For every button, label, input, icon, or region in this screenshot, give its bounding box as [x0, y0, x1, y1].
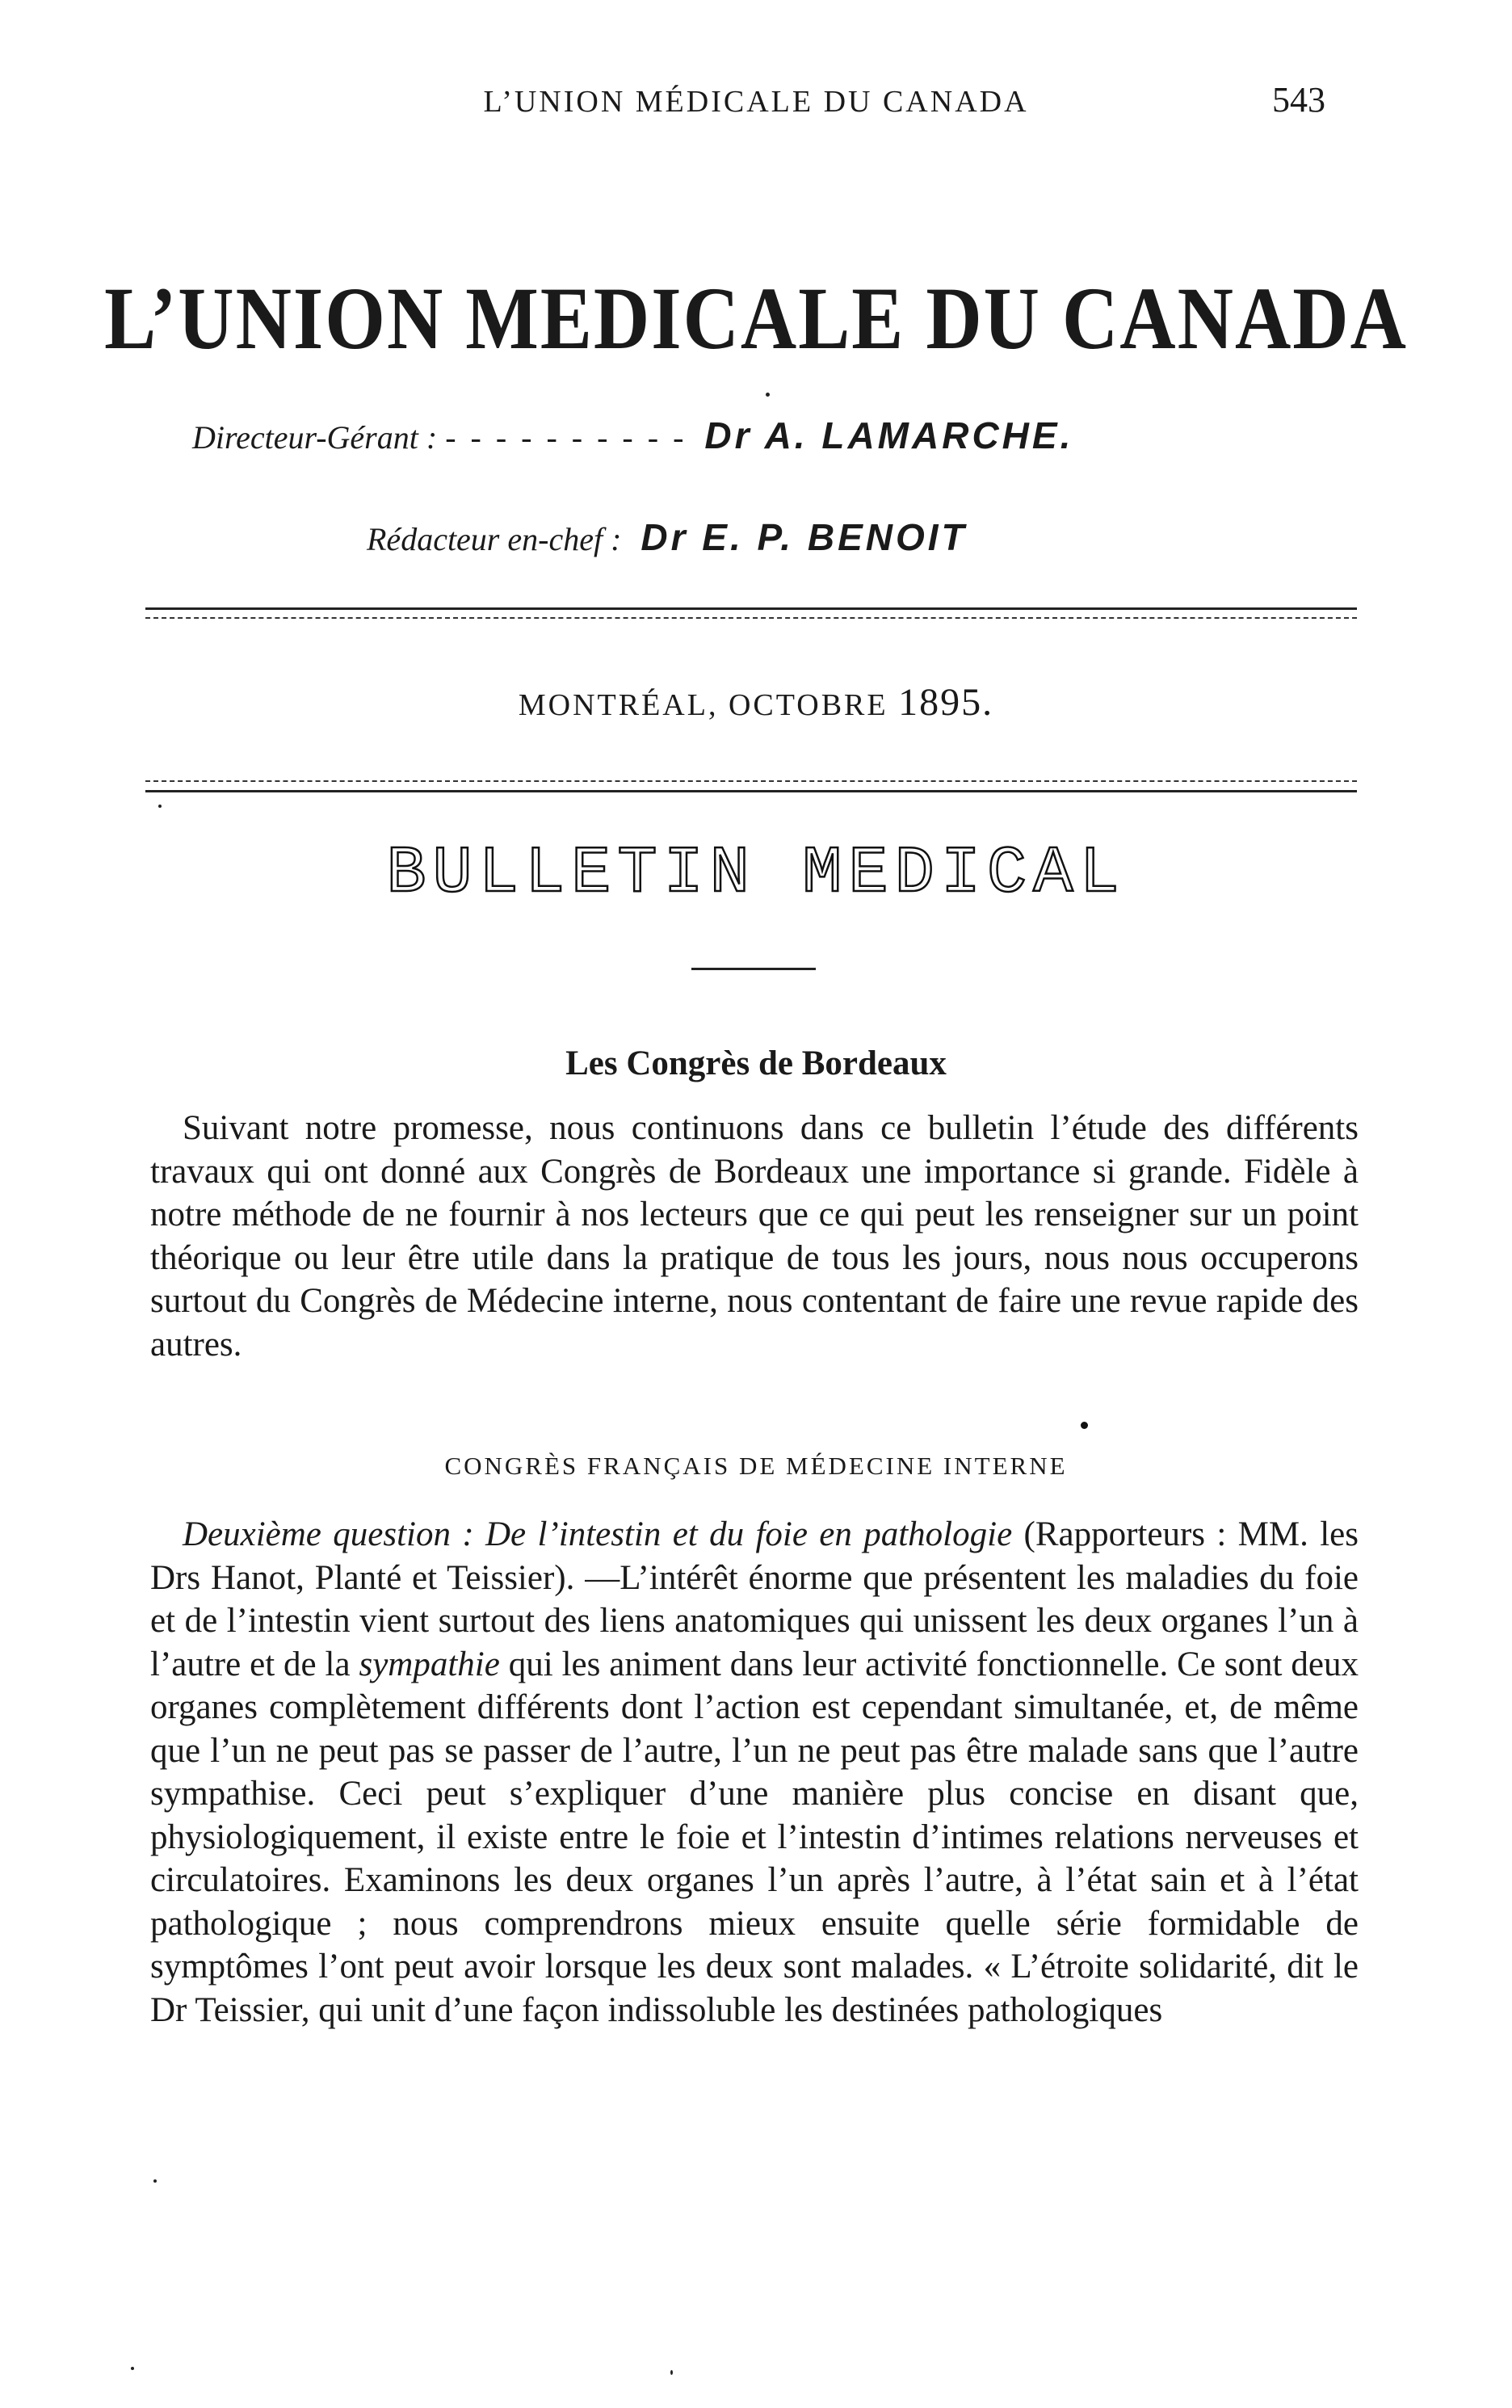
- ink-dot: [1081, 1422, 1088, 1429]
- body-text: (Rapporteurs : MM. les Drs Hanot, Planté et Teissier). —L’intérêt énorme que présentent les maladies du foie et de l’intestin vient surtout des liens anatomiques qui unissent les deux organes l’un à l’autre et de la: [150, 1515, 1359, 1683]
- dateline-place-month: MONTRÉAL, OCTOBRE: [518, 688, 888, 722]
- body-italic-word: sympathie: [359, 1645, 500, 1683]
- question-label: Deuxième question : De l’intestin et du foie en pathologie: [183, 1515, 1013, 1553]
- section-title: BULLETIN MEDICAL: [386, 836, 1126, 911]
- editor-row: [367, 515, 968, 559]
- director-dots: - - - - - - - - - -: [445, 419, 687, 456]
- body-text-continued: qui les animent dans leur activité fonctionnelle. Ce sont deux organes complètement différents dont l’action est cependant simultanée, et, de même que l’un ne peut pas se passer de l’autre, l’un ne peut pas être malade sans que l’autre sympathise. Ceci peut s’expliquer d’une manière plus concise en disant que, physiologiquement, il existe entre le foie et l’intestin d’intimes relations nerveuses et circulatoires. Examinons les deux organes l’un après l’autre, à l’état sain et à l’état pathologique ; nous comprendrons mieux ensuite quelle série formidable de symptômes l’ont peut avoir lorsque les deux sont malades. « L’étroite solidarité, dit le Dr Teissier, qui unit d’une façon indissoluble les destinées pathologiques: [150, 1645, 1359, 2029]
- ink-speck: [131, 2367, 134, 2370]
- dateline-rule-bottom: [145, 790, 1357, 792]
- dateline-year: 1895.: [898, 681, 994, 724]
- masthead-rule-top: [145, 607, 1357, 610]
- page-number: 543: [1272, 80, 1325, 120]
- article-title: Les Congrès de Bordeaux: [565, 1044, 947, 1082]
- director-name: Dr A. LAMARCHE.: [704, 414, 1074, 456]
- dateline-rule-top: [145, 780, 1357, 782]
- editor-role: Rédacteur en-chef :: [367, 521, 622, 557]
- ink-speck: [153, 2179, 157, 2183]
- subheading: CONGRÈS FRANÇAIS DE MÉDECINE INTERNE: [444, 1452, 1068, 1480]
- ink-speck: [158, 805, 162, 808]
- dateline: [0, 680, 1512, 725]
- section-divider: [691, 968, 816, 970]
- director-row: [192, 414, 1073, 457]
- running-title: L’UNION MÉDICALE DU CANADA: [483, 85, 1029, 119]
- body-paragraph: [150, 1513, 1359, 2032]
- director-role: Directeur-Gérant :: [192, 419, 438, 456]
- masthead-rule-bottom: [145, 617, 1357, 619]
- masthead-title: L’UNION MEDICALE DU CANADA: [104, 268, 1408, 368]
- ink-speck: [766, 393, 770, 397]
- intro-paragraph: Suivant notre promesse, nous continuons dans ce bulletin l’étude des différents travaux qui ont donné aux Congrès de Bordeaux une importance si grande. Fidèle à notre méthode de ne fournir à nos lecteurs que ce qui peut les renseigner sur un point théorique ou leur être utile dans la pratique de tous les jours, nous nous occuperons surtout du Congrès de Médecine interne, nous contentant de faire une revue rapide des autres.: [150, 1109, 1359, 1364]
- editor-name: Dr E. P. BENOIT: [640, 516, 968, 558]
- ink-speck: [670, 2370, 673, 2375]
